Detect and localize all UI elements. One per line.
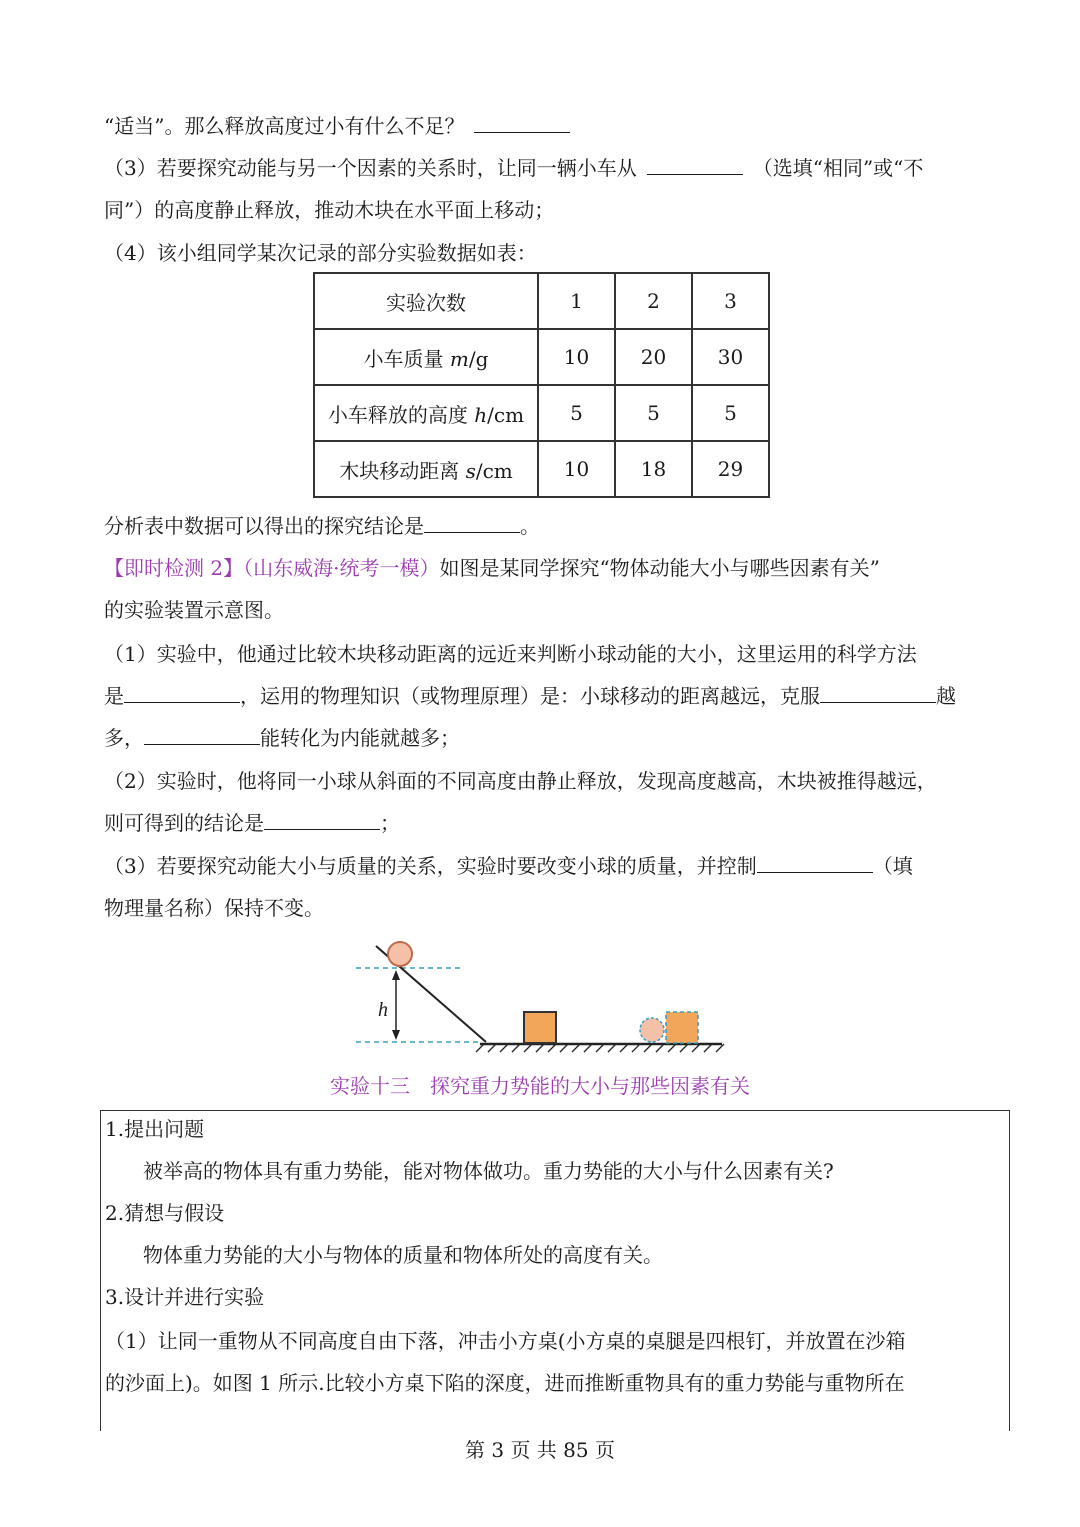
- table-cell: 29: [692, 441, 769, 497]
- wood-block: [524, 1012, 556, 1043]
- text-3a: （1）让同一重物从不同高度自由下落，冲击小方桌(小方桌的桌腿是四根钉，并放置在沙箱: [105, 1329, 906, 1353]
- page-footer: 第 3 页 共 85 页: [465, 1438, 615, 1462]
- heading-3: 3.设计并进行实验: [105, 1285, 265, 1309]
- q2-tag: 【即时检测 2】（山东威海·统考一模）: [104, 556, 440, 580]
- table-cell: 30: [692, 329, 769, 385]
- table-cell: 小车释放的高度 h/cm: [314, 385, 538, 441]
- answer-blank[interactable]: [124, 682, 240, 703]
- table-cell: 10: [538, 329, 615, 385]
- heading-2: 2.猜想与假设: [105, 1201, 225, 1225]
- answer-blank[interactable]: [264, 809, 380, 830]
- section-title: 实验十三 探究重力势能的大小与那些因素有关: [330, 1074, 750, 1098]
- text-2: 物体重力势能的大小与物体的质量和物体所处的高度有关。: [143, 1243, 663, 1267]
- q2-p2-line2: 则可得到的结论是 ；: [104, 811, 400, 835]
- arrow-head-down: [392, 1030, 400, 1040]
- table-cell: 1: [538, 273, 615, 329]
- table-cell: 木块移动距离 s/cm: [314, 441, 538, 497]
- experiment-box: [100, 1110, 1010, 1431]
- heading-1: 1.提出问题: [105, 1117, 205, 1141]
- q2-p1-line3: 多， 能转化为内能就越多；: [104, 726, 460, 750]
- ball: [388, 942, 412, 966]
- table-row: [314, 441, 769, 497]
- table-row: [314, 329, 769, 385]
- table-cell: 5: [692, 385, 769, 441]
- table-row: [314, 273, 769, 329]
- table-cell: 20: [615, 329, 692, 385]
- q2-p1-line1: （1）实验中，他通过比较木块移动距离的远近来判断小球动能的大小，这里运用的科学方法: [104, 642, 917, 666]
- q2-p2-line1: （2）实验时，他将同一小球从斜面的不同高度由静止释放，发现高度越高，木块被推得越远，: [104, 769, 937, 793]
- table-cell: 3: [692, 273, 769, 329]
- table-cell: 10: [538, 441, 615, 497]
- text-1: 被举高的物体具有重力势能，能对物体做功。重力势能的大小与什么因素有关?: [143, 1159, 834, 1183]
- q1-conclusion: 分析表中数据可以得出的探究结论是 。: [104, 514, 540, 538]
- ball-moved: [640, 1018, 664, 1042]
- incline-figure: [350, 938, 730, 1058]
- answer-blank[interactable]: [647, 154, 743, 175]
- text-3b: 的沙面上)。如图 1 所示.比较小方桌下陷的深度，进而推断重物具有的重力势能与重物所在: [105, 1371, 905, 1395]
- table-cell: 实验次数: [314, 273, 538, 329]
- q2-intro: 【即时检测 2】（山东威海·统考一模）如图是某同学探究“物体动能大小与哪些因素有关”: [104, 556, 880, 580]
- q2-p1-line2: 是 ，运用的物理知识（或物理原理）是：小球移动的距离越远，克服 越: [104, 684, 956, 708]
- q1-part4: （4）该小组同学某次记录的部分实验数据如表：: [104, 241, 537, 265]
- table-row: [314, 385, 769, 441]
- q2-p3-line2: 物理量名称）保持不变。: [104, 896, 324, 920]
- arrow-head-up: [392, 970, 400, 980]
- answer-blank[interactable]: [424, 512, 520, 533]
- table-cell: 5: [615, 385, 692, 441]
- q1-part3-line2: 同”）的高度静止释放，推动木块在水平面上移动；: [104, 198, 555, 222]
- q1-line1: “适当”。那么释放高度过小有什么不足？: [104, 112, 570, 140]
- data-table: [313, 272, 770, 498]
- table-cell: 2: [615, 273, 692, 329]
- answer-blank[interactable]: [474, 112, 570, 133]
- table-cell: 18: [615, 441, 692, 497]
- q2-intro2: 的实验装置示意图。: [104, 598, 284, 622]
- q1-part3-line1: （3）若要探究动能与另一个因素的关系时，让同一辆小车从 （选填“相同”或“不: [104, 156, 924, 180]
- answer-blank[interactable]: [820, 682, 936, 703]
- table-cell: 小车质量 m/g: [314, 329, 538, 385]
- h-label: h: [378, 999, 388, 1021]
- answer-blank[interactable]: [757, 852, 873, 873]
- q2-p3-line1: （3）若要探究动能大小与质量的关系，实验时要改变小球的质量，并控制 （填: [104, 854, 913, 878]
- table-cell: 5: [538, 385, 615, 441]
- answer-blank[interactable]: [144, 724, 260, 745]
- wood-block-moved: [666, 1012, 698, 1043]
